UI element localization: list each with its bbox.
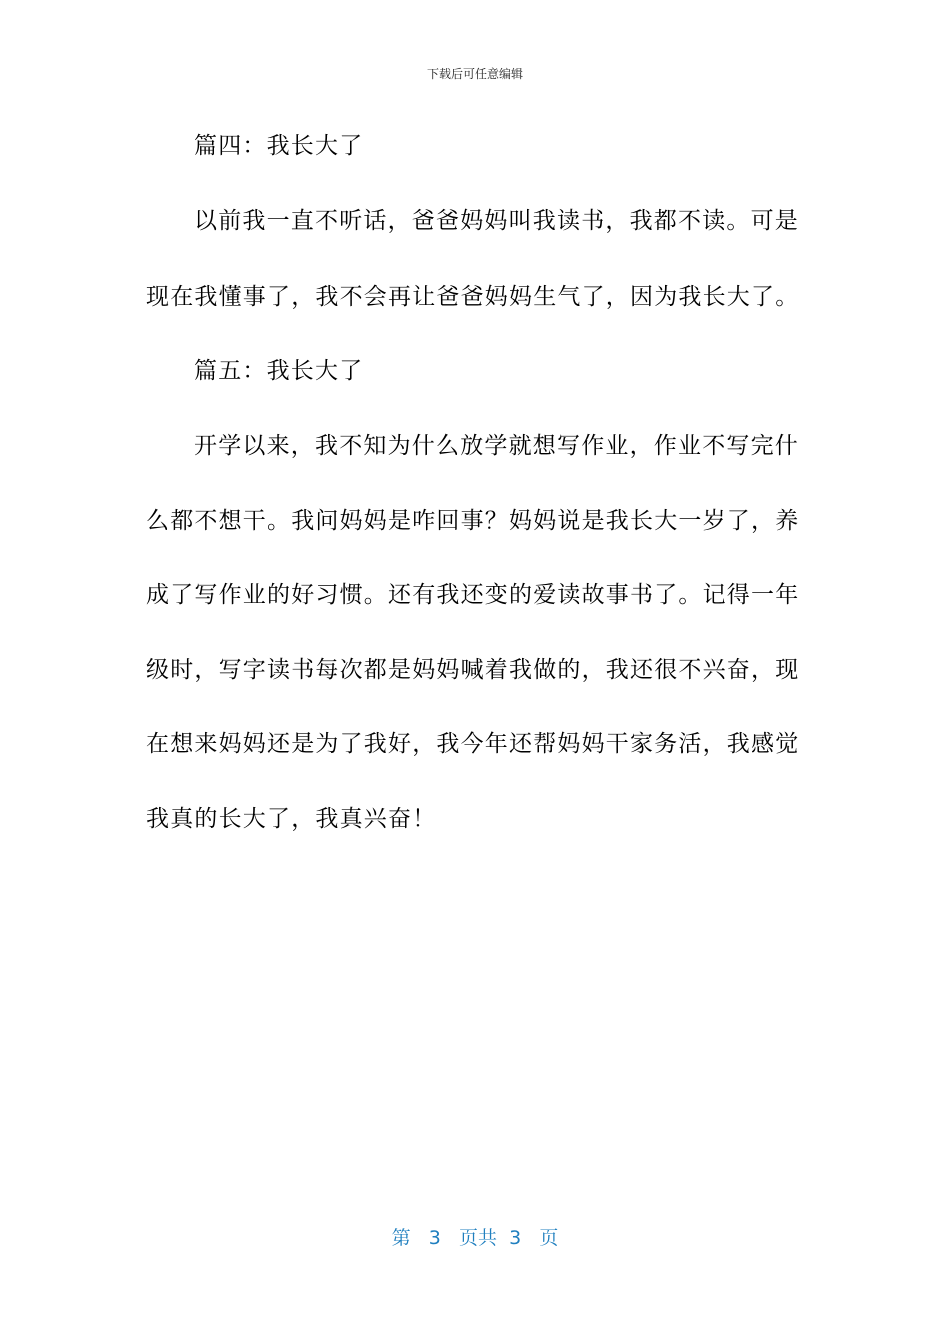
page-header-note: 下载后可任意编辑 [426, 67, 523, 81]
section-5-heading: 篇五：我长大了 [194, 358, 364, 384]
section-5-line-2: 么都不想干。我问妈妈是咋回事？妈妈说是我长大一岁了，养 [146, 508, 800, 534]
section-5-line-5: 在想来妈妈还是为了我好，我今年还帮妈妈干家务活，我感觉 [146, 731, 800, 757]
page-label-suffix: 页 [539, 1227, 559, 1249]
section-4-line-1: 以前我一直不听话，爸爸妈妈叫我读书，我都不读。可是 [194, 208, 799, 234]
section-4-line-2: 现在我懂事了，我不会再让爸爸妈妈生气了，因为我长大了。 [146, 284, 800, 310]
section-5-line-4: 级时，写字读书每次都是妈妈喊着我做的，我还很不兴奋，现 [146, 657, 800, 683]
total-pages-number: 3 [509, 1227, 522, 1249]
current-page-number: 3 [428, 1227, 441, 1249]
section-4-heading: 篇四：我长大了 [194, 133, 364, 159]
page-label-mid: 页共 [459, 1227, 498, 1249]
section-5-line-6: 我真的长大了，我真兴奋！ [146, 806, 437, 832]
section-5-line-3: 成了写作业的好习惯。还有我还变的爱读故事书了。记得一年 [146, 582, 800, 608]
section-5-line-1: 开学以来，我不知为什么放学就想写作业，作业不写完什 [194, 433, 799, 459]
page-number-footer [0, 1226, 950, 1250]
page-label-prefix: 第 [391, 1227, 411, 1249]
